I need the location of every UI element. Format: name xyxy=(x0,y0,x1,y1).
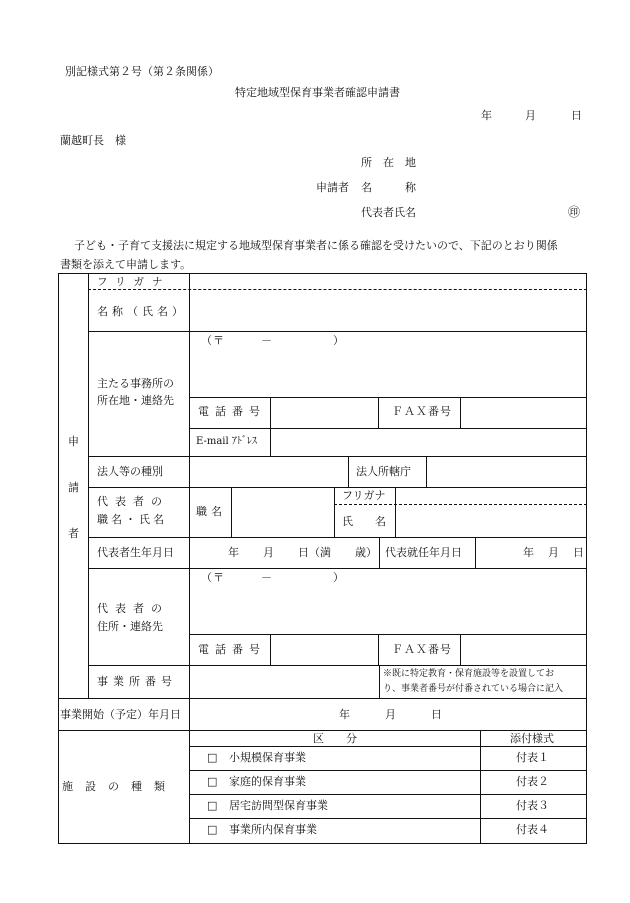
main-office-label-2: 所在地・連絡先 xyxy=(97,394,174,407)
location-label: 所 在 地 xyxy=(361,156,416,169)
date-year: 年 xyxy=(481,109,492,122)
facility-checkbox[interactable]: □ xyxy=(207,751,218,764)
facility-name: 居宅訪問型保育事業 xyxy=(229,799,328,812)
form-title: 特定地域型保育事業者確認申請書 xyxy=(235,86,400,99)
rep-start-date-label: 代表就任年月日 xyxy=(385,546,462,559)
rep-address-label-2: 住所・連絡先 xyxy=(97,620,163,633)
main-office-label-1: 主たる事務所の xyxy=(97,377,174,390)
start-day: 日 xyxy=(573,546,584,559)
start-month: 月 xyxy=(548,546,559,559)
rep-title-label-2: 職名・氏名 xyxy=(97,513,167,526)
seal-mark: ㊞ xyxy=(568,205,581,219)
facility-type-label: 施設の種類 xyxy=(62,780,177,793)
facility-category-header: 区 分 xyxy=(313,732,357,745)
postal-code-1: （〒 － ） xyxy=(201,334,345,347)
facility-attachment-header: 添付様式 xyxy=(510,732,554,745)
rep-birthdate-label: 代表者生年月日 xyxy=(97,546,174,559)
rep-furigana-label: フリガナ xyxy=(342,489,386,502)
side-label-3: 者 xyxy=(68,527,79,540)
facility-name: 事業所内保育事業 xyxy=(229,823,317,836)
phone-label-2: 電話番号 xyxy=(198,643,266,656)
birth-year: 年 xyxy=(228,546,239,559)
intro-line-2: 書類を添えて申請します。 xyxy=(60,258,192,271)
facility-attachment: 付表２ xyxy=(516,775,549,788)
facility-name: 家庭的保育事業 xyxy=(229,775,306,788)
birth-day: 日（満 xyxy=(298,546,331,559)
name-label: 名 称 xyxy=(361,181,416,194)
rep-address-label-1: 代表者の xyxy=(97,602,169,615)
facility-attachment: 付表４ xyxy=(516,823,549,836)
office-note-2: り、事業者番号が付番されている場合に記入 xyxy=(383,684,564,694)
facility-attachment: 付表１ xyxy=(516,751,549,764)
facility-attachment: 付表３ xyxy=(516,799,549,812)
facility-name: 小規模保育事業 xyxy=(229,751,306,764)
applicant-name-label: 名称（氏名） xyxy=(97,305,187,318)
facility-checkbox[interactable]: □ xyxy=(207,775,218,788)
facility-checkbox[interactable]: □ xyxy=(207,799,218,812)
corp-authority-label: 法人所轄庁 xyxy=(356,465,411,478)
facility-checkbox[interactable]: □ xyxy=(207,823,218,836)
rep-name-label: 氏 名 xyxy=(342,515,386,528)
email-label: E-mail ｱﾄﾞﾚｽ xyxy=(196,436,257,447)
postal-code-2: （〒 － ） xyxy=(201,571,345,584)
side-label-1: 申 xyxy=(68,435,79,448)
fax-label: ＦＡＸ番号 xyxy=(392,405,452,418)
date-day: 日 xyxy=(571,109,582,122)
business-start-label: 事業開始（予定）年月日 xyxy=(60,708,181,721)
bs-day: 日 xyxy=(431,708,442,721)
bs-year: 年 xyxy=(339,708,350,721)
applicant-label: 申請者 xyxy=(316,181,349,194)
office-note-1: ※既に特定教育・保育施設等を設置してお xyxy=(383,669,555,679)
office-number-label: 事業所番号 xyxy=(97,675,177,688)
date-month: 月 xyxy=(525,109,536,122)
addressee: 蘭越町長 様 xyxy=(60,134,126,147)
bs-month: 月 xyxy=(385,708,396,721)
birth-month: 月 xyxy=(263,546,274,559)
job-title-label: 職名 xyxy=(196,505,226,518)
phone-label: 電話番号 xyxy=(198,405,266,418)
side-label-2: 請 xyxy=(68,481,79,494)
start-year: 年 xyxy=(523,546,534,559)
corp-type-label: 法人等の種別 xyxy=(97,465,163,478)
intro-line-1: 子ども・子育て支援法に規定する地域型保育事業者に係る確認を受けたいので、下記のとおり関係 xyxy=(74,239,558,252)
rep-title-label-1: 代表者の xyxy=(97,495,169,508)
representative-label: 代表者氏名 xyxy=(361,206,416,219)
form-number: 別記様式第２号（第２条関係） xyxy=(65,65,219,78)
furigana-label: フリガナ xyxy=(97,276,171,288)
fax-label-2: ＦＡＸ番号 xyxy=(392,643,452,656)
birth-age: 歳） xyxy=(355,546,377,559)
